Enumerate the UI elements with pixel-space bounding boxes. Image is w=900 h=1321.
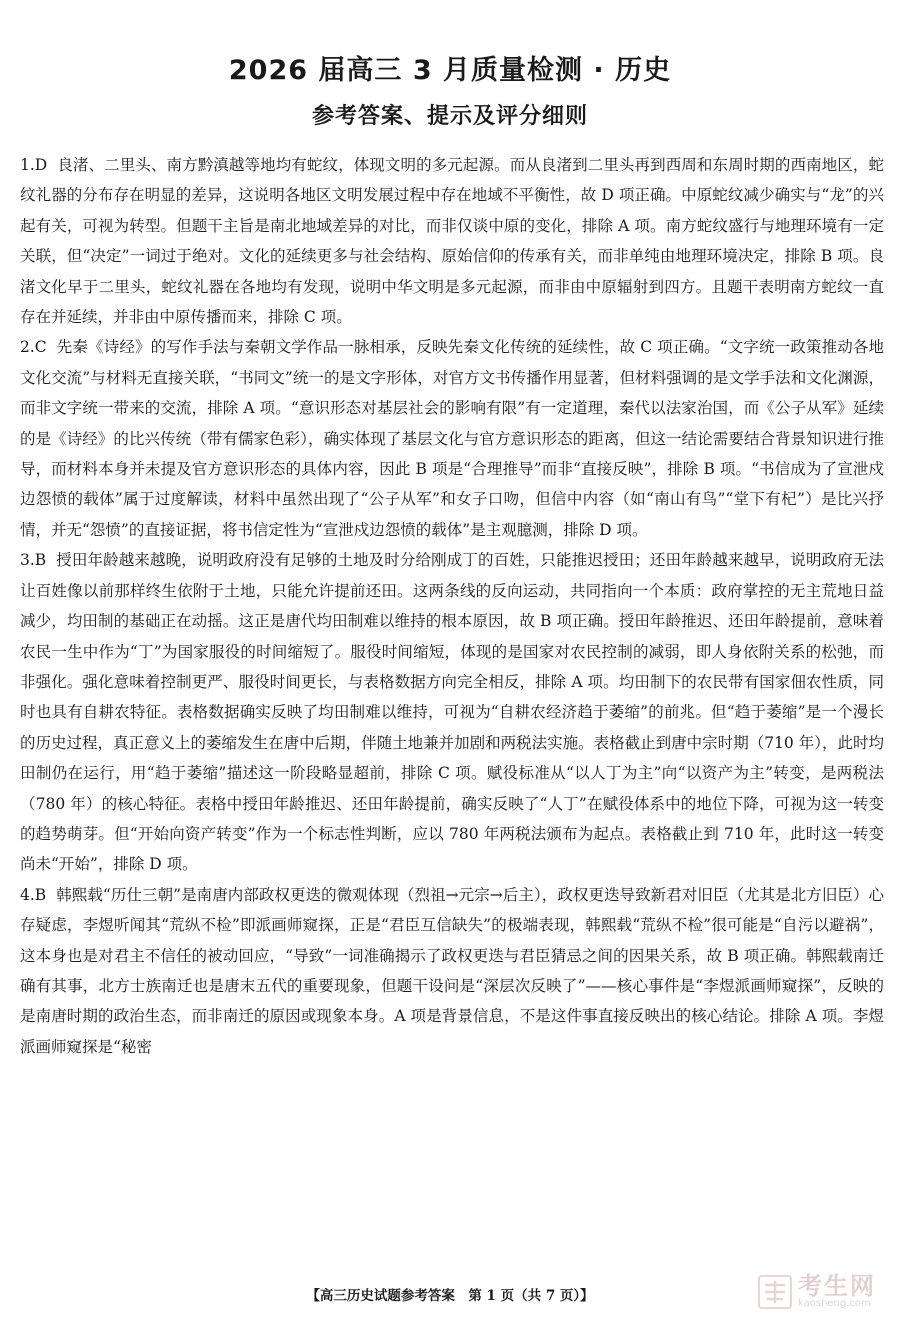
answer-number: 3.B [20,551,47,570]
answer-number: 1.D [20,156,48,174]
answer-explanation: 良渚、二里头、南方黔滇越等地均有蛇纹，体现文明的多元起源。而从良渚到二里头再到西周和东周时期的西南地区，蛇纹礼器的分布存在明显的差异，这说明各地区文明发展过程中存在地域不平衡性，故 D 项正确。中原蛇纹减少确实与“龙”的兴起有关，可视为转型。但题干主旨是南北地域差异的对比，而非仅谈中原的变化，排除 A 项。南方蛇纹盛行与地理环境有一定关联，但“决定”一词过于绝对。文化的延续更多与社会结构、原始信仰的传承有关，而非单纯由地理环境决定，排除 B 项。良渚文化早于二里头，蛇纹礼器在各地均有发现，说明中华文明是多元起源，而非由中原辐射到四方。且题干表明南方蛇纹一直存在并延续，并非由中原传播而来，排除 C 项。 [20,156,884,327]
answer-explanation: 授田年龄越来越晚，说明政府没有足够的土地及时分给刚成丁的百姓，只能推迟授田；还田年龄越来越早，说明政府无法让百姓像以前那样终生依附于土地，只能允许提前还田。这两条线的反向运动，共同指向一个本质：政府掌控的无主荒地日益减少，均田制的基础正在动摇。这正是唐代均田制难以维持的根本原因，故 B 项正确。授田年龄推迟、还田年龄提前，意味着农民一生中作为“丁”为国家服役的时间缩短了。服役时间缩短，体现的是国家对农民控制的减弱，即人身依附关系的松弛，而非强化。强化意味着控制更严、服役时间更长，与表格数据方向完全相反，排除 A 项。均田制下的农民带有国家佃农性质，同时也具有自耕农特征。表格数据确实反映了均田制难以维持，可视为“自耕农经济趋于萎缩”的前兆。但“趋于萎缩”是一个漫长的历史过程，真正意义上的萎缩发生在唐中后期，伴随土地兼并加剧和两税法实施。表格截止到唐中宗时期（710 年），此时均田制仍在运行，用“趋于萎缩”描述这一阶段略显超前，排除 C 项。赋役标准从“以人丁为主”向“以资产为主”转变，是两税法（780 年）的核心特征。表格中授田年龄推迟、还田年龄提前，确实反映了“人丁”在赋役体系中的地位下降，可视为这一转变的趋势萌芽。但“开始向资产转变”作为一个标志性判断，应以 780 年两税法颁布为起点。表格截止到 710 年，此时这一转变尚未“开始”，排除 D 项。 [20,551,884,874]
answer-item-4 [20,880,884,1062]
answer-item-3 [20,545,884,879]
answer-item-2 [20,332,884,545]
answer-number: 4.B [20,885,47,904]
answer-list [20,150,884,1062]
answer-explanation: 韩熙载“历仕三朝”是南唐内部政权更迭的微观体现（烈祖→元宗→后主），政权更迭导致新君对旧臣（尤其是北方旧臣）心存疑虑，李煜听闻其“荒纵不检”即派画师窥探，正是“君臣互信缺失”的极端表现，韩熙载“荒纵不检”很可能是“自污以避祸”，这本身也是对君主不信任的被动回应，“导致”一词准确揭示了政权更迭与君臣猜忌之间的因果关系，故 B 项正确。韩熙载南迁确有其事，北方士族南迁也是唐末五代的重要现象，但题干设问是“深层次反映了”——核心事件是“李煜派画师窥探”，反映的是南唐时期的政治生态，而非南迁的原因或现象本身。A 项是背景信息，不是这件事直接反映出的核心结论。排除 A 项。李煜派画师窥探是“秘密 [20,885,884,1056]
page-subtitle: 参考答案、提示及评分细则 [311,104,588,129]
answer-item-1 [20,150,884,332]
page-title: 2026 届高三 3 月质量检测 · 历史 [228,55,672,86]
watermark-url: kaosheng.com [798,1298,871,1310]
watermark-text: 考生网 [798,1272,876,1301]
page-footer: 【高三历史试题参考答案 第 1 页（共 7 页）】 [306,1288,594,1304]
watermark [758,1270,882,1314]
answer-explanation: 先秦《诗经》的写作手法与秦朝文学作品一脉相承，反映先秦文化传统的延续性，故 C 项正确。“文字统一政策推动各地文化交流”与材料无直接关联，“书同文”统一的是文字形体，对官方文书传播作用显著，但材料强调的是文学手法和文化渊源，而非文字统一带来的交流，排除 A 项。“意识形态对基层社会的影响有限”有一定道理，秦代以法家治国，而《公子从军》延续的是《诗经》的比兴传统（带有儒家色彩），确实体现了基层文化与官方意识形态的距离，但这一结论需要结合背景知识进行推导，而材料本身并未提及官方意识形态的具体内容，因此 B 项是“合理推导”而非“直接反映”，排除 B 项。“书信成为了宣泄戍边怨愤的载体”属于过度解读，材料中虽然出现了“公子从军”和女子口吻，但信中内容（如“南山有鸟”“堂下有杞”）是比兴抒情，并无“怨愤”的直接证据，将书信定性为“宣泄戍边怨愤的载体”是主观臆测，排除 D 项。 [20,338,884,539]
kaosheng-logo-icon [758,1275,792,1309]
answer-number: 2.C [20,338,47,357]
